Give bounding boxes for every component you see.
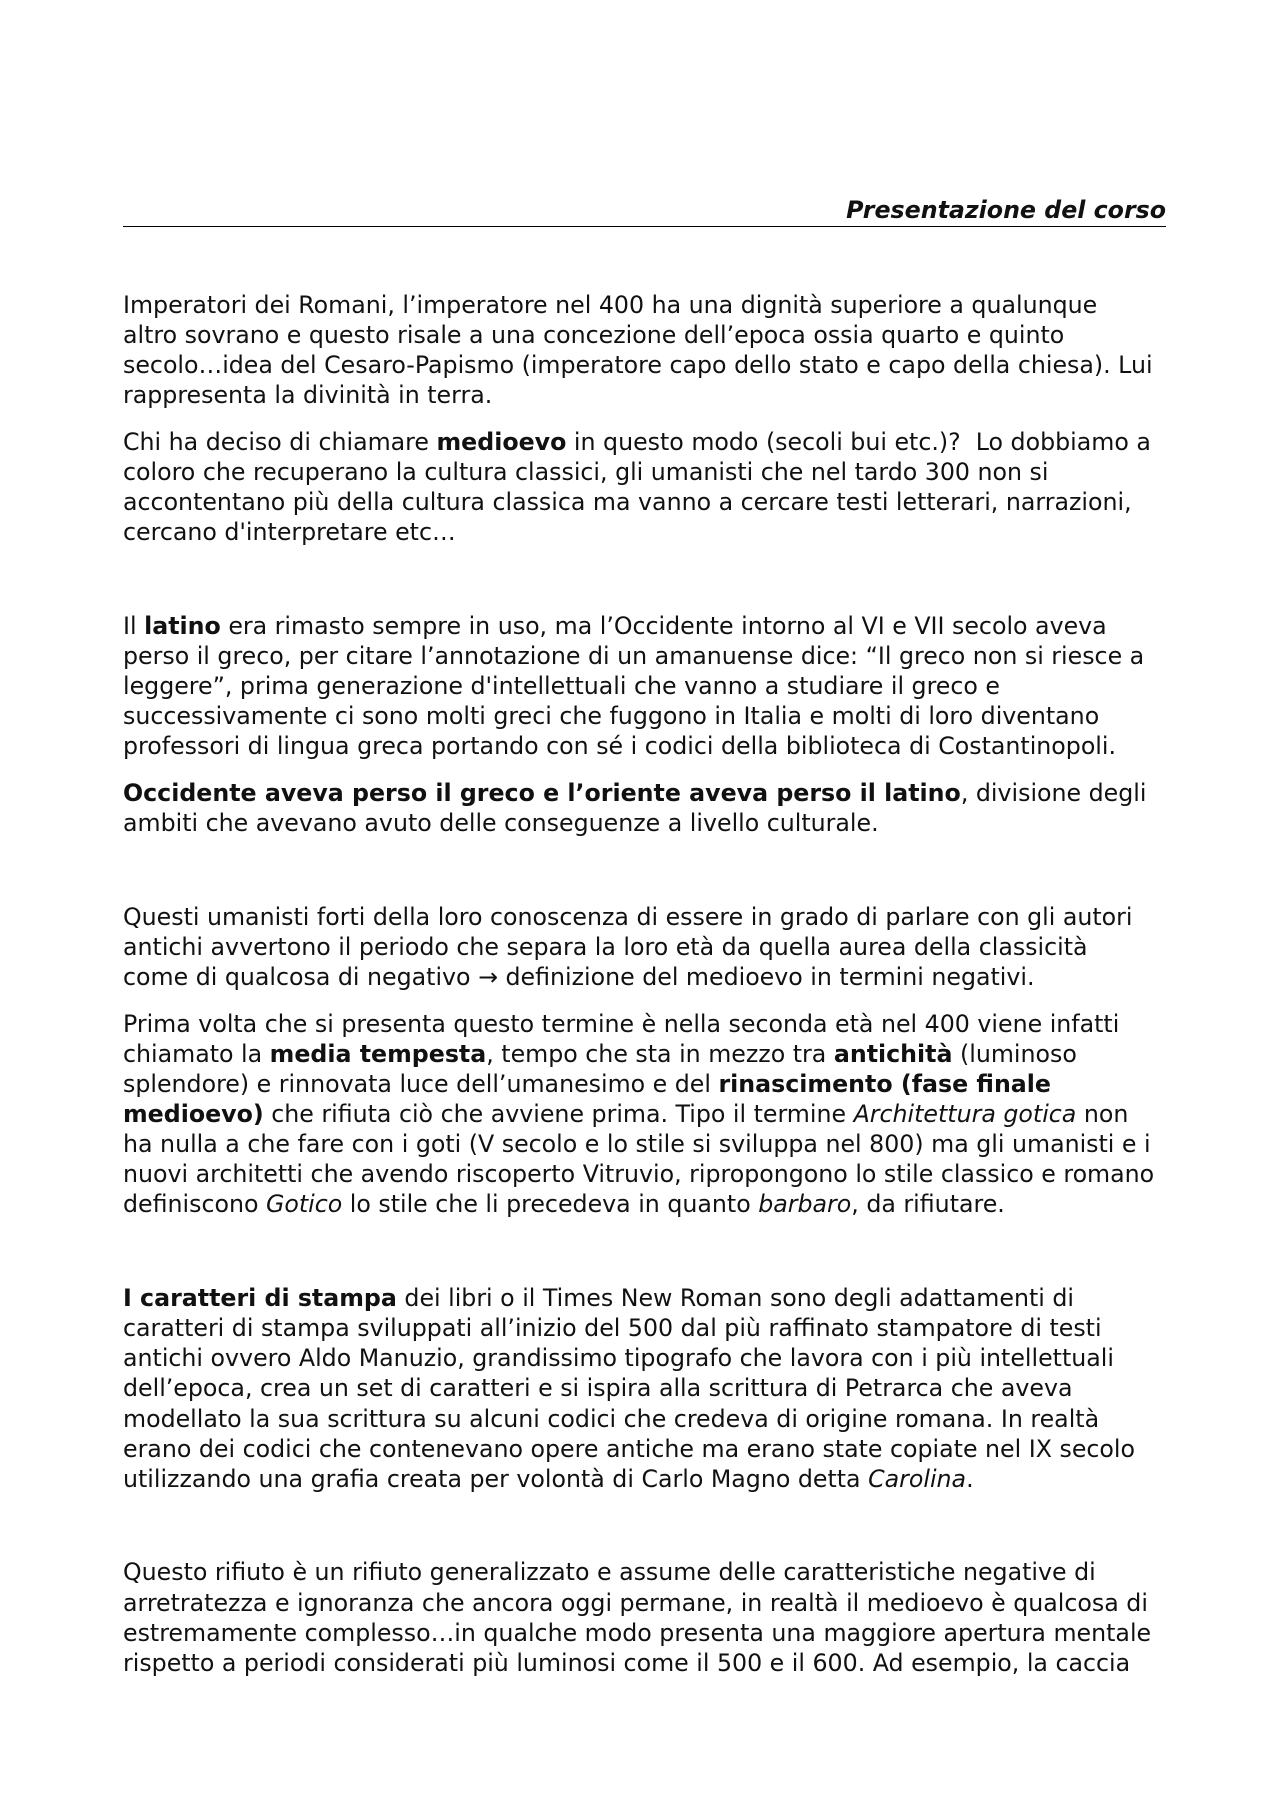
line-text: definiscono [123, 1190, 267, 1219]
text-line: come di qualcosa di negativo → definizione del medioevo in termini negativi. [123, 963, 1035, 992]
header-rule [123, 226, 1166, 227]
line-text: (luminoso [952, 1040, 1077, 1069]
text-line [123, 1069, 1183, 1099]
text-line [123, 1099, 1183, 1129]
text-line: antichi ovvero Aldo Manuzio, grandissimo tipografo che lavora con i più intellettuali [123, 1344, 1114, 1373]
text-line: Questi umanisti forti della loro conoscenza di essere in grado di parlare con gli autori [123, 903, 1133, 932]
italic-term: barbaro [758, 1190, 852, 1219]
text-line [123, 1039, 1183, 1069]
paragraph-media-tempesta [123, 1009, 1183, 1219]
text-line: Imperatori dei Romani, l’imperatore nel 400 ha una dignità superiore a qualunque [123, 291, 1098, 319]
text-line: caratteri di stampa sviluppati all’inizio del 500 dal più raffinato stampatore di testi [123, 1314, 1102, 1343]
line-text: utilizzando una grafia creata per volontà di Carlo Magno detta [123, 1464, 869, 1493]
text-line: erano dei codici che contenevano opere antiche ma erano state copiate nel IX secolo [123, 1434, 1135, 1463]
text-line [123, 1189, 1183, 1219]
bold-term: rinascimento (fase finale [718, 1070, 1051, 1099]
blank-paragraph [123, 1236, 1183, 1266]
text-line: arretratezza e ignoranza che ancora oggi permane, in realtà il medioevo è qualcosa di [123, 1588, 1148, 1617]
text-line: cercano d'interpretare etc… [123, 518, 456, 547]
text-line: dell’epoca, crea un set di caratteri e si ispira alla scrittura di Petrarca che aveva [123, 1374, 1073, 1403]
line-text: in questo modo (secoli bui etc.)? Lo dobbiamo a [566, 428, 1151, 457]
text-line: successivamente ci sono molti greci che fuggono in Italia e molti di loro diventano [123, 702, 1100, 731]
paragraph-medioevo-name [123, 427, 1183, 547]
bold-term: I caratteri di stampa [123, 1284, 397, 1313]
line-text: , divisione degli [960, 779, 1147, 808]
text-line: leggere”, prima generazione d'intellettuali che vanno a studiare il greco e [123, 672, 1001, 701]
document-body [123, 290, 1183, 1695]
paragraph-latino [123, 611, 1183, 761]
italic-term: Carolina [868, 1464, 967, 1493]
text-line: Prima volta che si presenta questo termine è nella seconda età nel 400 viene infatti [123, 1010, 1120, 1039]
paragraph-umanisti [123, 902, 1183, 992]
running-header [123, 195, 1166, 225]
text-line: nuovi architetti che avendo riscoperto Vitruvio, ripropongono lo stile classico e romano [123, 1160, 1155, 1189]
paragraph-imperatori [123, 290, 1183, 410]
text-line [123, 1464, 1183, 1494]
paragraph-occidente [123, 778, 1183, 838]
bold-term: medioevo) [123, 1100, 264, 1129]
bold-term: medioevo [436, 428, 567, 457]
text-line [123, 778, 1183, 808]
text-line: ha nulla a che fare con i goti (V secolo e lo stile si sviluppa nel 800) ma gli umanisti e i [123, 1130, 1151, 1159]
paragraph-rifiuto [123, 1557, 1183, 1677]
blank-paragraph [123, 564, 1183, 594]
line-text: Chi ha deciso di chiamare [123, 428, 437, 457]
text-line: secolo…idea del Cesaro-Papismo (imperatore capo dello stato e capo della chiesa). Lui [123, 351, 1153, 380]
line-text: , da rifiutare. [851, 1190, 1005, 1219]
line-text: non [1076, 1100, 1129, 1129]
text-line: rispetto a periodi considerati più luminosi come il 500 e il 600. Ad esempio, la caccia [123, 1648, 1131, 1677]
text-line: professori di lingua greca portando con sé i codici della biblioteca di Costantinopoli. [123, 732, 1117, 761]
text-line [123, 1283, 1183, 1313]
line-text: Il [123, 612, 145, 641]
line-text: era rimasto sempre in uso, ma l’Occidente intorno al VI e VII secolo aveva [220, 612, 1107, 641]
line-text: dei libri o il Times New Roman sono degli adattamenti di [396, 1284, 1074, 1313]
line-text: . [966, 1464, 974, 1493]
text-line [123, 611, 1183, 641]
line-text: lo stile che li precedeva in quanto [342, 1190, 759, 1219]
line-text: , tempo che sta in mezzo tra [486, 1040, 834, 1069]
text-line: estremamente complesso…in qualche modo presenta una maggiore apertura mentale [123, 1618, 1152, 1647]
bold-term: media tempesta [269, 1040, 487, 1069]
bold-term: latino [144, 612, 221, 641]
text-line: coloro che recuperano la cultura classici, gli umanisti che nel tardo 300 non si [123, 458, 1049, 487]
line-text: che rifiuta ciò che avviene prima. Tipo il termine [263, 1100, 854, 1129]
text-line: Questo rifiuto è un rifiuto generalizzato e assume delle caratteristiche negative di [123, 1558, 1096, 1587]
blank-paragraph [123, 1511, 1183, 1541]
text-line [123, 427, 1183, 457]
header-title: Presentazione del corso [846, 196, 1166, 224]
text-line: perso il greco, per citare l’annotazione di un amanuense dice: “Il greco non si riesce a [123, 642, 1145, 671]
bold-term: Occidente aveva perso il greco e l’oriente aveva perso il latino [123, 779, 961, 808]
bold-term: antichità [833, 1040, 953, 1069]
text-line: accontentano più della cultura classica ma vanno a cercare testi letterari, narrazioni, [123, 488, 1132, 517]
paragraph-caratteri-stampa [123, 1283, 1183, 1493]
line-text: chiamato la [123, 1040, 270, 1069]
text-line: altro sovrano e questo risale a una concezione dell’epoca ossia quarto e quinto [123, 321, 1065, 350]
italic-term: Gotico [266, 1190, 343, 1219]
line-text: splendore) e rinnovata luce dell’umanesimo e del [123, 1070, 719, 1099]
text-line: antichi avvertono il periodo che separa la loro età da quella aurea della classicità [123, 933, 1088, 962]
text-line: rappresenta la divinità in terra. [123, 381, 493, 410]
text-line: ambiti che avevano avuto delle conseguenze a livello culturale. [123, 809, 879, 838]
italic-term: Architettura gotica [853, 1100, 1077, 1129]
text-line: modellato la sua scrittura su alcuni codici che credeva di origine romana. In realtà [123, 1404, 1100, 1433]
blank-paragraph [123, 855, 1183, 885]
